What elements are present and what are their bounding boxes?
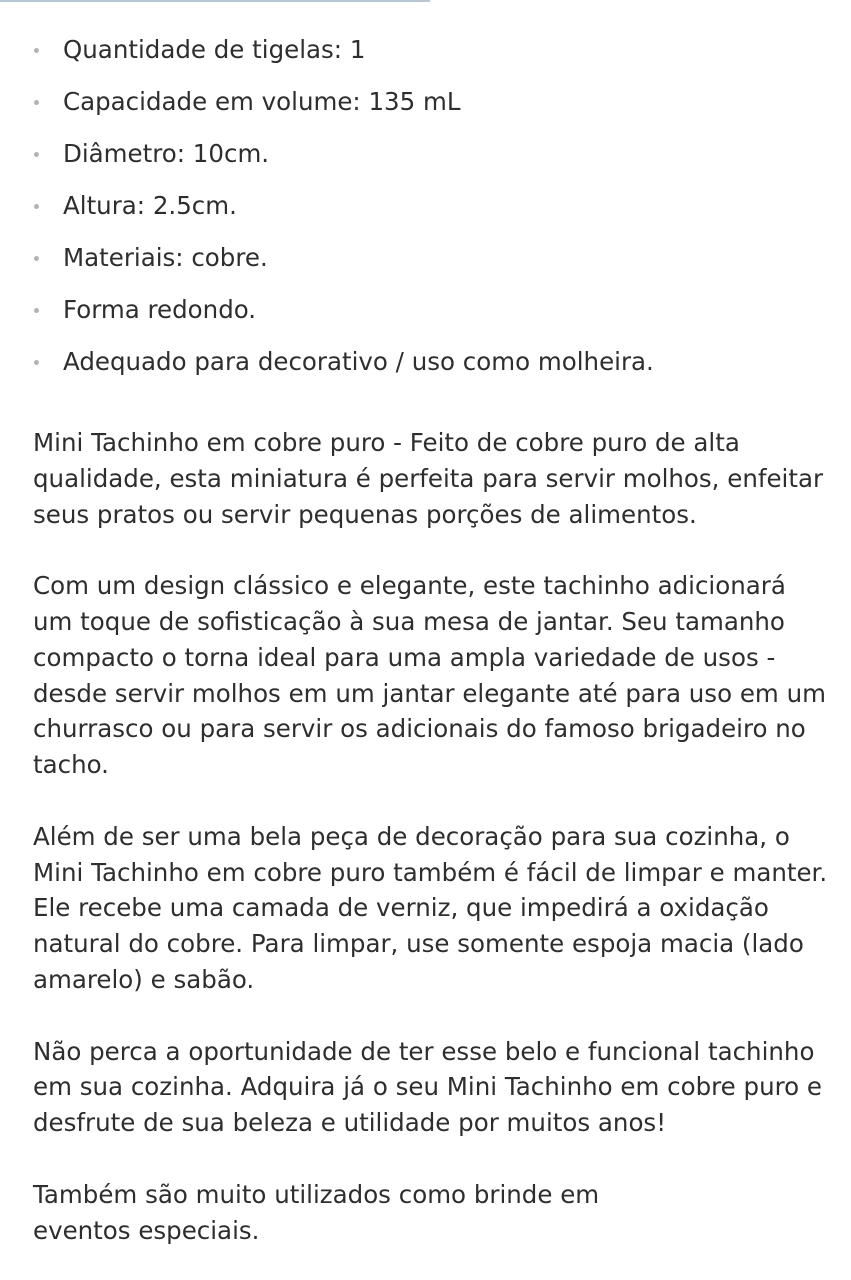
bullet-icon	[34, 100, 39, 105]
bullet-icon	[34, 256, 39, 261]
description-paragraph-intro: Mini Tachinho em cobre puro - Feito de cobre puro de alta qualidade, esta miniatura é perfeita para servir molhos, enfeitar seus pratos ou servir pequenas porções de alimentos.	[33, 428, 824, 529]
spec-text: Adequado para decorativo / uso como molheira.	[63, 347, 654, 376]
description-paragraph-gift: Também são muito utilizados como brinde em eventos especiais.	[33, 1179, 600, 1245]
description-paragraph-design: Com um design clássico e elegante, este tachinho adicionará um toque de sofisticação à sua mesa de jantar. Seu tamanho compacto o torna ideal para uma ampla variedade de usos - desde servir molhos em um jantar elegante até para uso em um churrasco ou para servir os adicionais do famoso brigadeiro no tacho.	[33, 571, 826, 780]
spec-item-materials	[33, 235, 833, 287]
top-divider	[0, 0, 430, 2]
spec-text: Forma redondo.	[63, 295, 257, 324]
bullet-icon	[34, 360, 39, 365]
spec-list	[33, 27, 833, 391]
spec-text: Materiais: cobre.	[63, 243, 268, 272]
spec-item-shape	[33, 287, 833, 339]
bullet-icon	[34, 308, 39, 313]
spec-item-usage	[33, 339, 833, 391]
spec-item-capacity	[33, 79, 833, 131]
spec-text: Altura: 2.5cm.	[63, 191, 237, 220]
bullet-icon	[34, 152, 39, 157]
spec-text: Quantidade de tigelas: 1	[63, 35, 366, 64]
spec-item-height	[33, 183, 833, 235]
bullet-icon	[34, 204, 39, 209]
spec-item-quantity	[33, 27, 833, 79]
spec-text: Capacidade em volume: 135 mL	[63, 87, 461, 116]
spec-text: Diâmetro: 10cm.	[63, 139, 270, 168]
spec-item-diameter	[33, 131, 833, 183]
description-paragraph-care: Além de ser uma bela peça de decoração para sua cozinha, o Mini Tachinho em cobre puro também é fácil de limpar e manter. Ele recebe uma camada de verniz, que impedirá a oxidação natural do cobre. Para limpar, use somente espoja macia (lado amarelo) e sabão.	[33, 821, 828, 994]
description-paragraph-cta: Não perca a oportunidade de ter esse belo e funcional tachinho em sua cozinha. Adquira já o seu Mini Tachinho em cobre puro e desfrute de sua beleza e utilidade por muitos anos!	[33, 1036, 823, 1138]
product-description	[33, 27, 833, 1248]
bullet-icon	[34, 48, 39, 53]
